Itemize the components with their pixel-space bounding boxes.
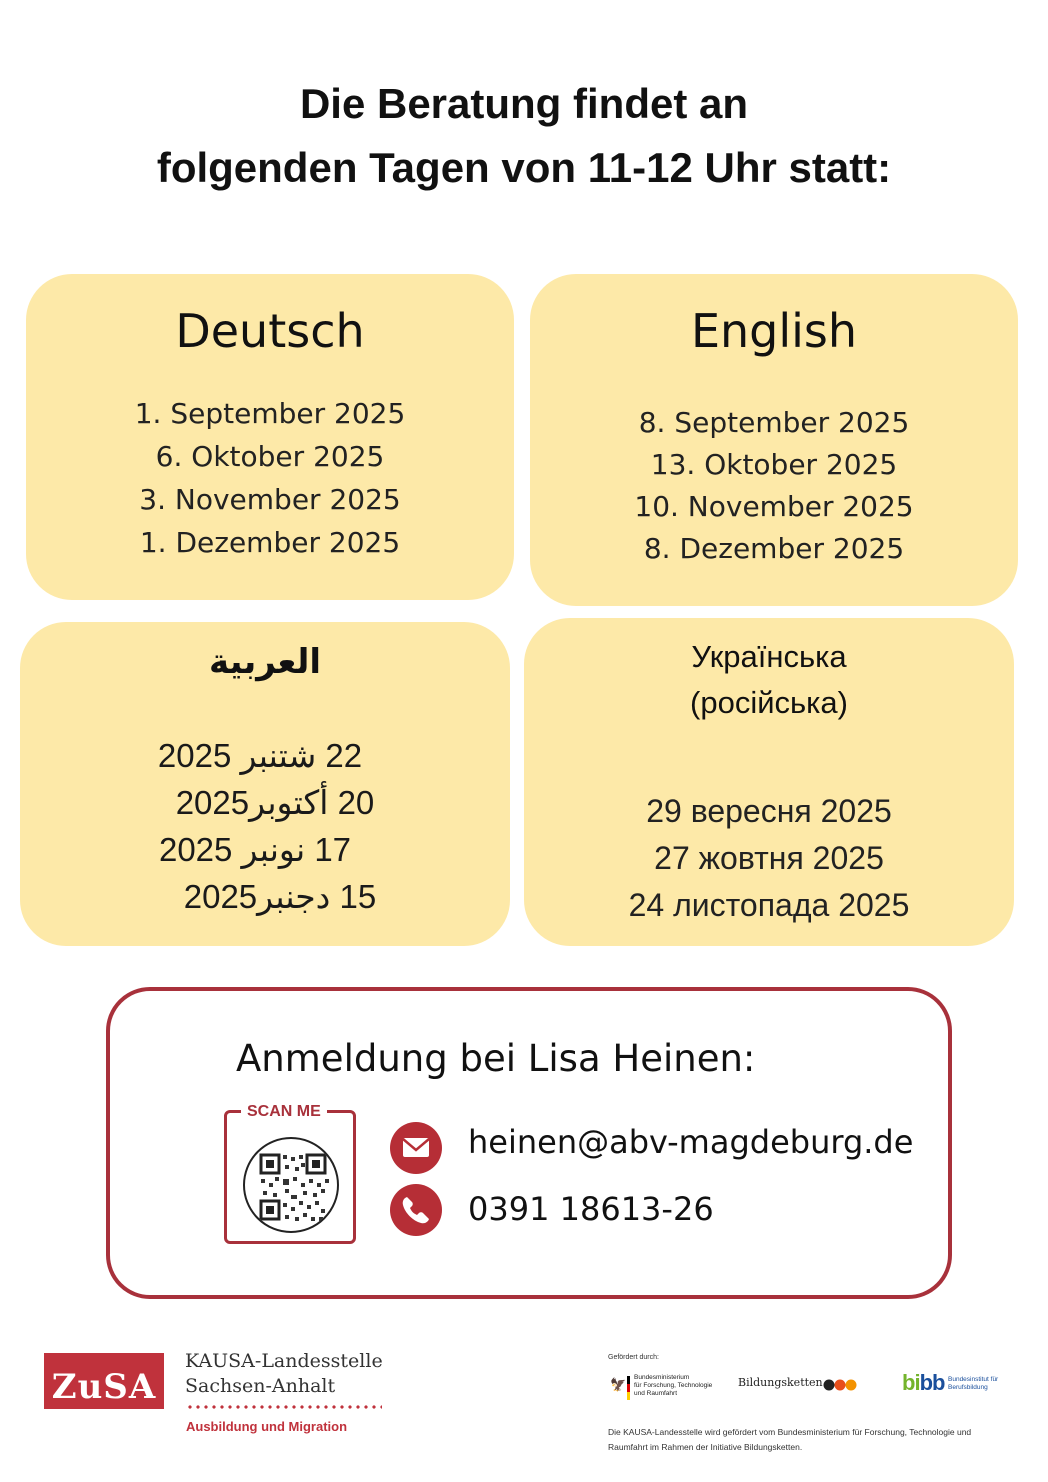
scan-me-label: SCAN ME [241, 1103, 327, 1121]
registration-box [106, 987, 952, 1299]
qr-code-graphic [245, 1139, 339, 1233]
date-item: 20 أكتوبر2025 [175, 784, 375, 821]
ministry-name [634, 1374, 712, 1398]
date-item: 1. Dezember 2025 [139, 526, 401, 559]
phone-number[interactable]: 0391 18613-26 [468, 1190, 714, 1228]
qr-code-icon[interactable] [243, 1137, 339, 1233]
card-heading-arabic: العربية [208, 642, 322, 682]
date-item: 10. November 2025 [634, 490, 914, 523]
email-link[interactable]: heinen@abv-magdeburg.de [468, 1123, 914, 1161]
date-item: 24 листопада 2025 [628, 887, 910, 923]
bibb-name [948, 1376, 998, 1392]
date-list-english [530, 402, 1018, 570]
qr-code-box[interactable] [224, 1103, 356, 1244]
date-item: 15 دجنبر2025 [183, 878, 377, 915]
org-name-line-1: KAUSA-Landesstelle [185, 1350, 383, 1372]
envelope-icon [390, 1122, 442, 1174]
date-item: 8. Dezember 2025 [643, 532, 905, 565]
funding-note: Die KAUSA-Landesstelle wird gefördert vom Bundesministerium für Forschung, Technologie und Raumfahrt im Rahmen der Initiative Bildungsketten. [608, 1427, 972, 1452]
card-arabic [20, 622, 510, 946]
card-heading-english: English [690, 304, 858, 358]
title-line-1: Die Beratung findet an [299, 80, 749, 127]
org-name-line-2: Sachsen-Anhalt [185, 1375, 336, 1397]
card-deutsch [26, 274, 514, 600]
date-item: 3. November 2025 [139, 483, 401, 516]
card-heading-line: Українська [691, 639, 847, 674]
org-tagline: Ausbildung und Migration [186, 1419, 348, 1434]
dotted-divider [186, 1405, 382, 1409]
bibb-logo: bibb [902, 1370, 945, 1395]
date-item: 27 жовтня 2025 [654, 840, 884, 876]
date-list-arabic [20, 732, 510, 920]
funded-by-label: Gefördert durch: [608, 1354, 659, 1361]
ministry-line: für Forschung, Technologie [634, 1382, 713, 1389]
eagle-icon: 🦅 [610, 1378, 627, 1393]
flag-stripe [627, 1376, 630, 1400]
card-ukrainian [524, 618, 1014, 946]
date-item: 6. Oktober 2025 [155, 440, 385, 473]
bildungsketten-chain-icon [822, 1378, 862, 1392]
date-item: 29 вересня 2025 [646, 793, 892, 829]
card-heading-deutsch: Deutsch [175, 304, 365, 358]
date-item: 8. September 2025 [638, 406, 910, 439]
title-line-2: folgenden Tagen von 11-12 Uhr statt: [156, 144, 892, 191]
date-item: 13. Oktober 2025 [650, 448, 898, 481]
date-item: 17 نونبر 2025 [158, 831, 352, 868]
bildungsketten-logo-text: Bildungsketten [738, 1376, 823, 1389]
ministry-line: Bundesministerium [634, 1374, 690, 1381]
date-list-deutsch [26, 392, 514, 564]
phone-icon [390, 1184, 442, 1236]
date-item: 22 شتنبر 2025 [157, 737, 363, 774]
zusa-logo [44, 1353, 164, 1409]
card-heading-line: (російська) [690, 685, 848, 720]
date-item: 1. September 2025 [134, 397, 406, 430]
date-list-ukrainian [524, 788, 1014, 929]
bibb-line: Berufsbildung [948, 1384, 988, 1391]
registration-title: Anmeldung bei Lisa Heinen: [236, 1037, 756, 1080]
bibb-line: Bundesinstitut für [948, 1376, 999, 1383]
ministry-logo [610, 1374, 720, 1404]
page-title [0, 72, 1048, 200]
card-heading-ukrainian [524, 618, 1014, 726]
zusa-logo-text: ZuSA [51, 1367, 157, 1407]
card-english [530, 274, 1018, 606]
ministry-line: und Raumfahrt [634, 1390, 677, 1397]
